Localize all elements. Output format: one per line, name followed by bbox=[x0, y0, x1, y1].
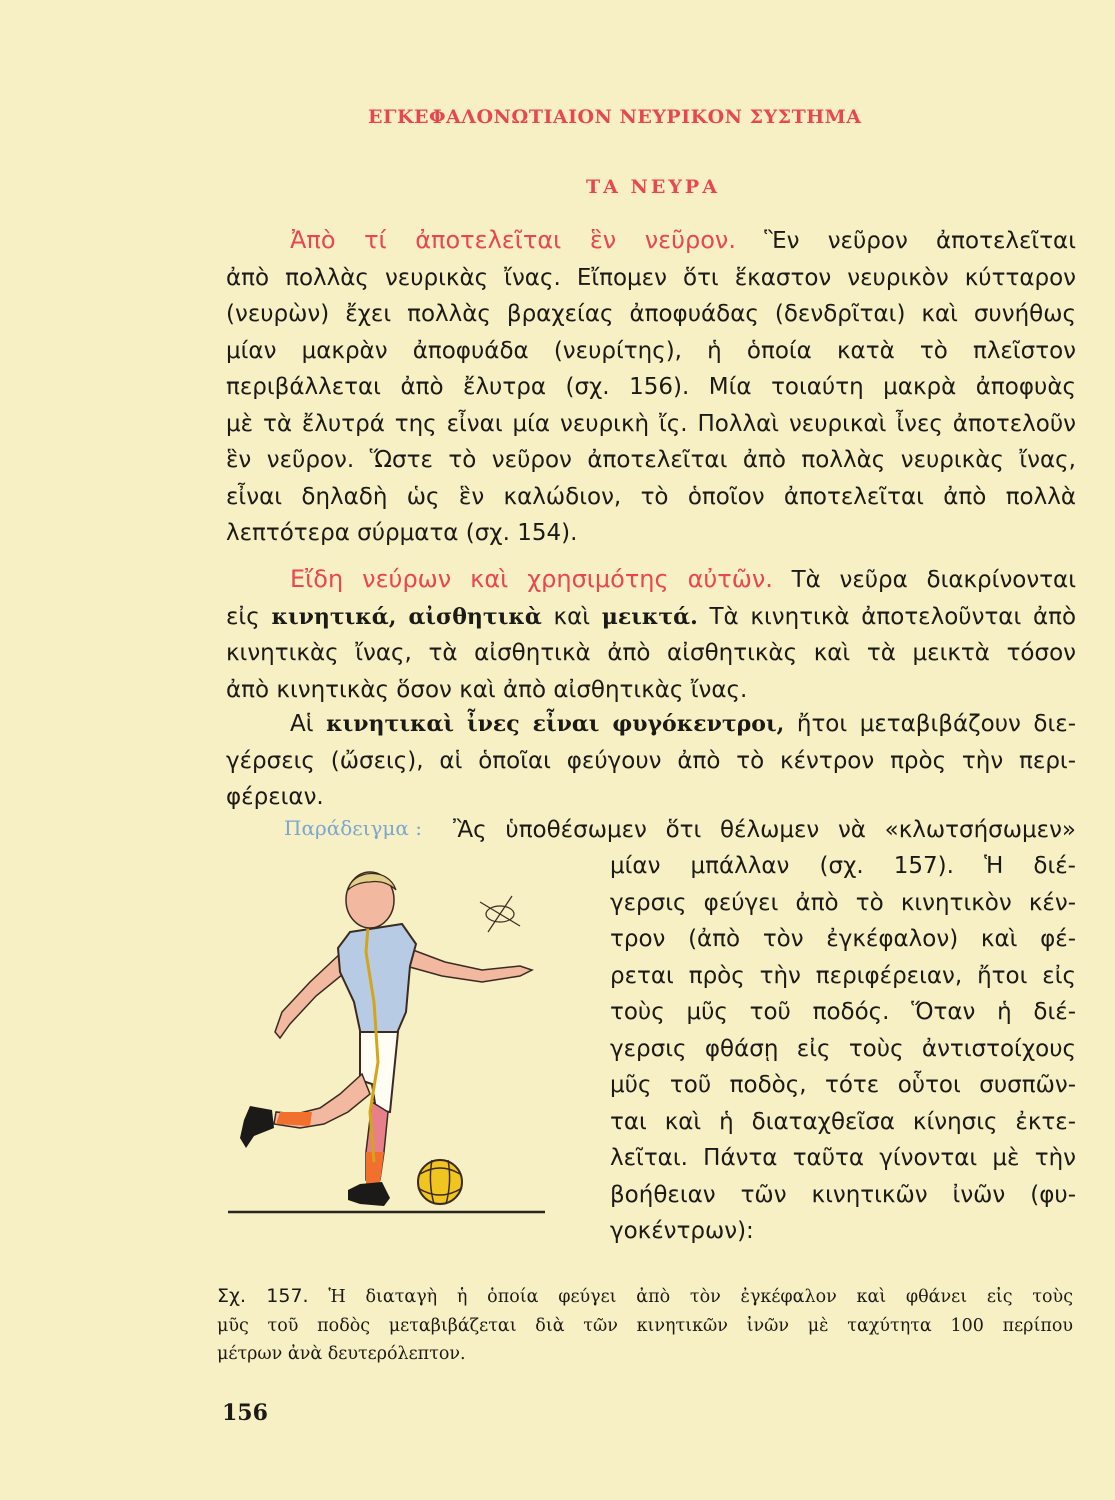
text-run: εἰς bbox=[226, 603, 260, 630]
example-line: λεῖται. Πάντα ταῦτα γίνονται μὲ τὴν bbox=[610, 1145, 1076, 1171]
example-line: γοκέντρων): bbox=[610, 1218, 754, 1244]
example-line: μίαν μπάλλαν (σχ. 157). Ἡ διέ- bbox=[610, 853, 1076, 879]
paragraph-motor-fibres bbox=[226, 706, 1076, 816]
figure-caption bbox=[217, 1282, 1073, 1369]
text-line bbox=[226, 706, 1076, 743]
example-label: Παράδειγμα : bbox=[284, 816, 423, 840]
paragraph-nerve-types bbox=[226, 561, 1076, 708]
caption-line: μῦς τοῦ ποδὸς μεταβιβάζεται διὰ τῶν κινητικῶν ἰνῶν μὲ ταχύτητα 100 περίπου bbox=[217, 1315, 1073, 1336]
example-first-line: Ἂς ὑποθέσωμεν ὅτι θέλωμεν νὰ «κλωτσήσωμεν» bbox=[453, 817, 1076, 843]
example-line: γερσις φεύγει ἀπὸ τὸ κινητικὸν κέν- bbox=[610, 889, 1076, 916]
text-line: ἀπὸ κινητικὰς ὅσον καὶ ἀπὸ αἰσθητικὰς ἴνας. bbox=[226, 676, 748, 703]
example-line: ται καὶ ἡ διαταχθεῖσα κίνησις ἐκτε- bbox=[610, 1108, 1076, 1135]
text-line: εἶναι δηλαδὴ ὡς ἓν καλώδιον, τὸ ὁποῖον ἀποτελεῖται ἀπὸ πολλὰ bbox=[226, 483, 1076, 510]
running-head: ΕΓΚΕΦΑΛΟΝΩΤΙΑΙΟΝ ΝΕΥΡΙΚΟΝ ΣΥΣΤΗΜΑ bbox=[368, 106, 862, 128]
text-line: κινητικὰς ἴνας, τὰ αἰσθητικὰ ἀπὸ αἰσθητικὰς καὶ τὰ μεικτὰ τόσον bbox=[226, 640, 1076, 666]
caption-line bbox=[217, 1282, 1073, 1312]
section-title: ΤΑ ΝΕΥΡΑ bbox=[586, 176, 720, 198]
text-line: ἀπὸ πολλὰς νευρικὰς ἴνας. Εἴπομεν ὅτι ἕκαστον νευρικὸν κύτταρον bbox=[226, 264, 1076, 291]
paragraph-heading: Εἴδη νεύρων καὶ χρησιμότης αὐτῶν. bbox=[290, 565, 773, 593]
text-line: (νευρὼν) ἔχει πολλὰς βραχείας ἀποφυάδας (δενδρῖται) καὶ συνήθως bbox=[226, 301, 1076, 327]
bold-term: μεικτά. bbox=[601, 603, 698, 630]
text-line bbox=[226, 599, 1076, 636]
caption-line: μέτρων ἀνὰ δευτερόλεπτον. bbox=[217, 1344, 466, 1364]
text-line: μὲ τὰ ἔλυτρά της εἶναι μία νευρικὴ ἴς. Πολλαὶ νευρικαὶ ἶνες ἀποτελοῦν bbox=[226, 410, 1076, 437]
text-line: μίαν μακρὰν ἀποφυάδα (νευρίτης), ἡ ὁποία κατὰ τὸ πλεῖστον bbox=[226, 337, 1076, 364]
text-line bbox=[226, 561, 1076, 599]
text-run: Τὰ νεῦρα διακρίνονται bbox=[791, 567, 1077, 593]
caption-label: Σχ. 157. bbox=[217, 1285, 309, 1307]
bold-term: κινητικαὶ ἶνες εἶναι φυγόκεντροι, bbox=[326, 711, 785, 737]
text-line bbox=[226, 222, 1076, 260]
text-run: Ἡ διαταγὴ ἡ ὁποία φεύγει ἀπὸ τὸν ἐγκέφαλον καὶ φθάνει εἰς τοὺς bbox=[328, 1287, 1073, 1307]
text-line: γέρσεις (ὤσεις), αἱ ὁποῖαι φεύγουν ἀπὸ τὸ κέντρον πρὸς τὴν περι- bbox=[226, 747, 1076, 774]
example-line: μῦς τοῦ ποδὸς, τότε οὗτοι συσπῶν- bbox=[610, 1072, 1076, 1098]
example-line: ρεται πρὸς τὴν περιφέρειαν, ἤτοι εἰς bbox=[610, 962, 1076, 989]
text-line: φέρειαν. bbox=[226, 784, 324, 810]
page-number: 156 bbox=[222, 1400, 268, 1426]
paragraph-heading: Ἀπὸ τί ἀποτελεῖται ἓν νεῦρον. bbox=[290, 226, 736, 254]
bold-term: κινητικά, αἰσθητικὰ bbox=[271, 603, 542, 630]
text-line: λεπτότερα σύρματα (σχ. 154). bbox=[226, 520, 578, 546]
example-line: τοὺς μῦς τοῦ ποδός. Ὅταν ἡ διέ- bbox=[610, 999, 1076, 1025]
football-player-illustration bbox=[220, 862, 560, 1218]
text-run: ἤτοι μεταβιβάζουν διε- bbox=[796, 711, 1077, 737]
example-line: τρον (ἀπὸ τὸν ἐγκέφαλον) καὶ φέ- bbox=[610, 926, 1076, 952]
text-line: ἓν νεῦρον. Ὥστε τὸ νεῦρον ἀποτελεῖται ἀπὸ πολλὰς νευρικὰς ἴνας, bbox=[226, 447, 1076, 473]
text-line: περιβάλλεται ἀπὸ ἔλυτρα (σχ. 156). Μία τοιαύτη μακρὰ ἀποφυὰς bbox=[226, 374, 1076, 400]
paragraph-composition bbox=[226, 222, 1076, 552]
text-run: καὶ bbox=[553, 603, 591, 630]
example-line: βοήθειαν τῶν κινητικῶν ἰνῶν (φυ- bbox=[610, 1181, 1076, 1208]
text-run: Αἱ bbox=[290, 711, 314, 737]
text-run: Ἓν νεῦρον ἀποτελεῖται bbox=[764, 228, 1077, 254]
example-line: γερσις φθάσῃ εἰς τοὺς ἀντιστοίχους bbox=[610, 1035, 1076, 1062]
text-run: Τὰ κινητικὰ ἀποτελοῦνται ἀπὸ bbox=[709, 603, 1077, 630]
example-text-column bbox=[610, 848, 1076, 1250]
